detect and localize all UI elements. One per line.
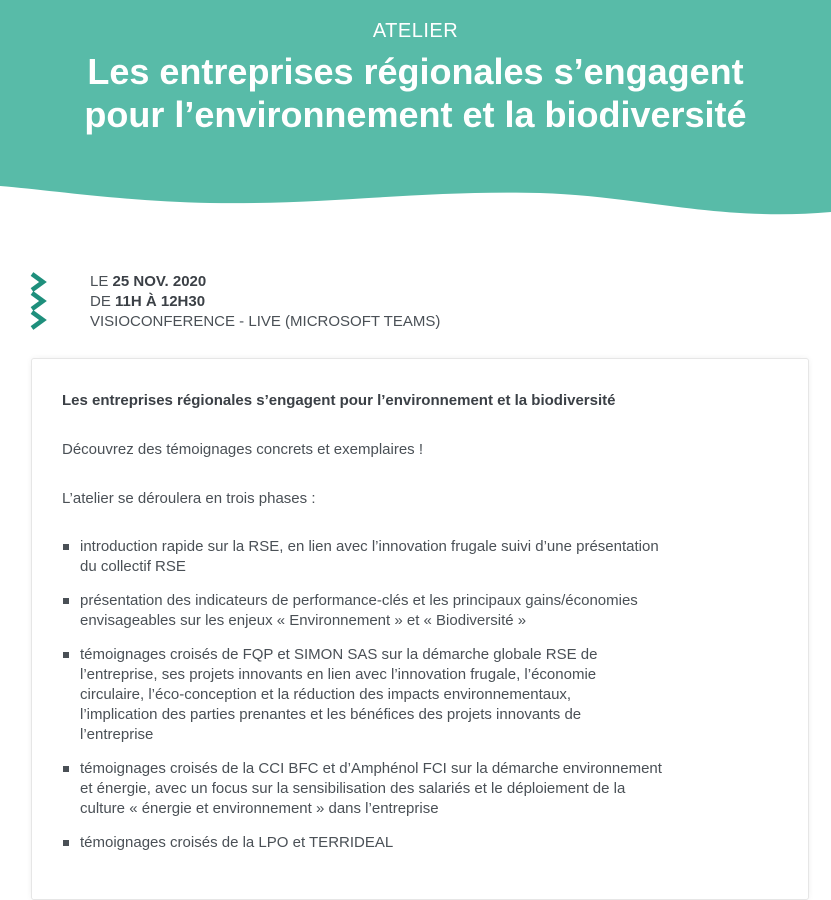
bullet-icon [63,544,69,550]
page-title-line-1: Les entreprises régionales s’engagent [87,51,744,92]
page-title [0,50,831,136]
event-details [90,272,440,332]
event-time [90,292,440,312]
event-date-value: 25 NOV. 2020 [112,273,207,290]
bullet-icon [63,840,69,846]
intro-text: Découvrez des témoignages concrets et exemplaires ! [62,441,424,458]
agenda-list [62,537,782,867]
bullet-icon [63,652,69,658]
triple-chevron-icon [28,271,50,333]
page-title-line-2: pour l’environnement et la biodiversité [84,94,747,135]
bullet-icon [63,766,69,772]
phases-intro-text: L’atelier se déroulera en trois phases : [62,490,316,507]
list-item: présentation des indicateurs de performance-clés et les principaux gains/économies envisageables sur les enjeux « Environnement » et « Biodiversité » [62,591,782,631]
event-time-value: 11H À 12H30 [115,293,206,310]
content-heading: Les entreprises régionales s’engagent pour l’environnement et la biodiversité [62,392,616,409]
bullet-icon [63,598,69,604]
hero-banner [0,0,831,222]
list-item: introduction rapide sur la RSE, en lien avec l’innovation frugale suivi d’une présentation du collectif RSE [62,537,782,577]
event-date [90,272,440,292]
hero-kicker: ATELIER [372,20,459,42]
event-date-prefix: LE [90,273,109,290]
list-item: témoignages croisés de la LPO et TERRIDEAL [62,833,782,853]
list-item: témoignages croisés de FQP et SIMON SAS sur la démarche globale RSE de l’entreprise, ses projets innovants en lien avec l’innovation frugale, l’économie circulaire, l’éco-conception et la réduction des impacts environnementaux, l’implication des parties prenantes et les bénéfices des projets innovants de l’entreprise [62,645,782,745]
content-card [31,358,809,900]
event-meta [28,268,788,334]
event-location: VISIOCONFERENCE - LIVE (MICROSOFT TEAMS) [90,313,441,330]
event-time-prefix: DE [90,293,111,310]
list-item: témoignages croisés de la CCI BFC et d’Amphénol FCI sur la démarche environnement et énergie, avec un focus sur la sensibilisation des salariés et le déploiement de la culture « énergie et environnement » dans l’entreprise [62,759,782,819]
